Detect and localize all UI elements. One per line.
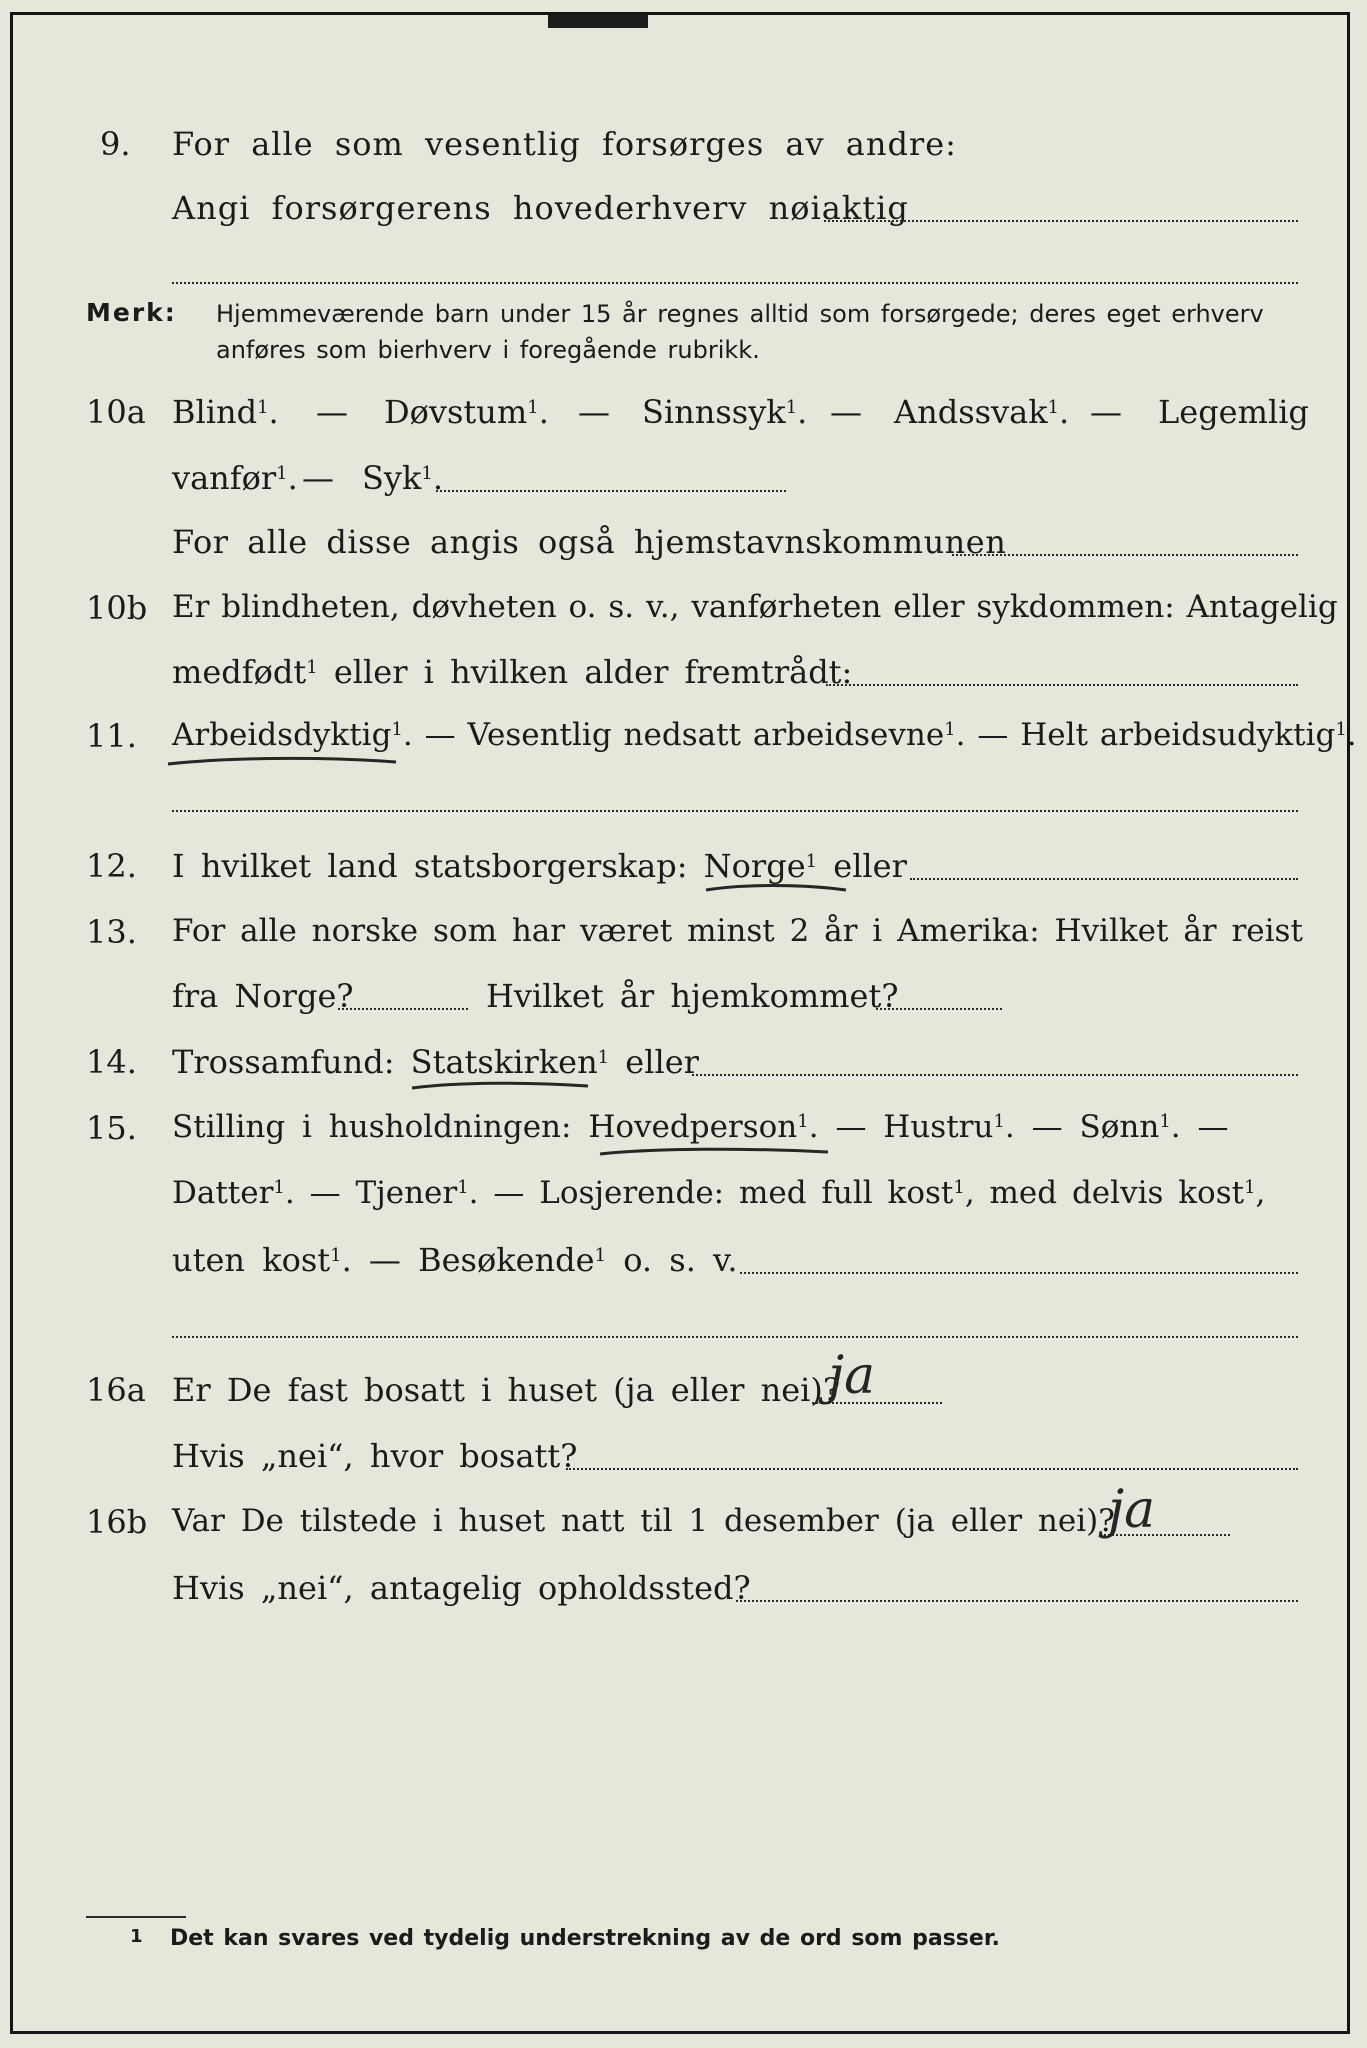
q16b-opholdssted-line bbox=[736, 1600, 1298, 1602]
q12-number: 12. bbox=[86, 847, 137, 885]
q9-answer-line bbox=[172, 282, 1298, 284]
q10a-sinnssyk: Sinnssyk$^1$. bbox=[642, 393, 808, 431]
q14-handwritten-underline bbox=[408, 1074, 594, 1096]
merk-line2: anføres som bierhverv i foregående rubrikk. bbox=[216, 336, 760, 364]
q12-norge: Norge bbox=[703, 847, 806, 885]
footnote-rule bbox=[86, 1916, 186, 1918]
q10b-alder-line bbox=[826, 684, 1298, 686]
merk-label: Merk: bbox=[86, 298, 177, 327]
q11-handwritten-underline bbox=[164, 750, 404, 772]
q10a-syk: Syk$^1$. bbox=[362, 459, 444, 497]
q13-line1: For alle norske som har været minst 2 år i Amerika: Hvilket år reist bbox=[172, 913, 1303, 949]
q10a-dash5: — bbox=[302, 459, 334, 497]
q11-number: 11. bbox=[86, 717, 137, 755]
q9-line2: Angi forsørgerens hovederhverv nøiaktig bbox=[172, 189, 909, 227]
q9-fill-line bbox=[824, 220, 1298, 222]
q10a-dovstum: Døvstum$^1$. bbox=[384, 393, 549, 431]
q14-line: Trossamfund: Statskirken$^1$ eller bbox=[172, 1043, 699, 1081]
q16b-line2: Hvis „nei“, antagelig opholdssted? bbox=[172, 1569, 751, 1607]
q9-number: 9. bbox=[100, 125, 131, 163]
q13-line2b: Hvilket år hjemkommet? bbox=[486, 977, 899, 1015]
q10a-legemlig: Legemlig bbox=[1158, 393, 1309, 431]
q16a-handwritten-answer: ja bbox=[828, 1346, 876, 1406]
q14-statskirken: Statskirken bbox=[410, 1043, 598, 1081]
q12-eller-line bbox=[910, 878, 1298, 880]
q14-eller-line bbox=[692, 1074, 1298, 1076]
q11-arbeidsdyktig: Arbeidsdyktig bbox=[172, 717, 392, 753]
q10a-line3: For alle disse angis også hjemstavnskommunen bbox=[172, 523, 1007, 561]
q10b-line1: Er blindheten, døvheten o. s. v., vanførheten eller sykdommen: Antagelig bbox=[172, 589, 1338, 625]
q9-line1: For alle som vesentlig forsørges av andre: bbox=[172, 125, 957, 163]
q11-answer-line bbox=[172, 810, 1298, 812]
q11-line1: Arbeidsdyktig$^1$. — Vesentlig nedsatt arbeidsevne$^1$. — Helt arbeidsudyktig$^1$. bbox=[172, 717, 1357, 753]
q10a-syk-line bbox=[436, 490, 786, 492]
footnote-mark: 1 bbox=[130, 1926, 143, 1947]
q16b-line1: Var De tilstede i huset natt til 1 desember (ja eller nei)? bbox=[172, 1503, 1115, 1539]
q10a-number: 10a bbox=[86, 393, 146, 431]
q15-line2: Datter$^1$. — Tjener$^1$. — Losjerende: med full kost$^1$, med delvis kost$^1$, bbox=[172, 1175, 1266, 1211]
q10b-line2: medfødt$^1$ eller i hvilken alder fremtrådt: bbox=[172, 653, 853, 691]
q15-line3: uten kost$^1$. — Besøkende$^1$ o. s. v. bbox=[172, 1241, 738, 1279]
q15-answer-line bbox=[172, 1336, 1298, 1338]
q10a-dash4: — bbox=[1090, 393, 1122, 431]
footnote-text: Det kan svares ved tydelig understrekning av de ord som passer. bbox=[170, 1926, 1000, 1951]
q14-number: 14. bbox=[86, 1043, 137, 1081]
q13-hjemkommet-line bbox=[876, 1008, 1002, 1010]
q16b-handwritten-answer: ja bbox=[1108, 1480, 1156, 1540]
q13-number: 13. bbox=[86, 913, 137, 951]
q10a-vanfor: vanfør$^1$. bbox=[172, 459, 298, 497]
binding-mark bbox=[548, 12, 648, 28]
q16a-bosatt-line bbox=[566, 1468, 1298, 1470]
q15-osv-line bbox=[740, 1272, 1298, 1274]
q12-handwritten-underline bbox=[702, 878, 852, 900]
q13-line2a: fra Norge? bbox=[172, 977, 354, 1015]
q13-reist-line bbox=[338, 1008, 468, 1010]
q10b-number: 10b bbox=[86, 589, 148, 627]
q12-line: I hvilket land statsborgerskap: Norge$^1$ eller bbox=[172, 847, 907, 885]
q10a-andssvak: Andssvak$^1$. bbox=[894, 393, 1070, 431]
merk-line1: Hjemmeværende barn under 15 år regnes alltid som forsørgede; deres eget erhverv bbox=[216, 300, 1264, 328]
q15-hovedperson: Hovedperson bbox=[588, 1109, 798, 1145]
q10a-dash3: — bbox=[830, 393, 862, 431]
q10a-blind: Blind$^1$. bbox=[172, 393, 279, 431]
q10a-dash2: — bbox=[578, 393, 610, 431]
q10a-dash1: — bbox=[316, 393, 348, 431]
q16a-number: 16a bbox=[86, 1371, 146, 1409]
q10a-hjemstavn-line bbox=[952, 554, 1298, 556]
q15-line1: Stilling i husholdningen: Hovedperson$^1$. — Hustru$^1$. — Sønn$^1$. — bbox=[172, 1109, 1229, 1145]
q15-handwritten-underline bbox=[596, 1140, 836, 1162]
q15-number: 15. bbox=[86, 1109, 137, 1147]
q16a-line2: Hvis „nei“, hvor bosatt? bbox=[172, 1437, 578, 1475]
q16a-line1: Er De fast bosatt i huset (ja eller nei)? bbox=[172, 1371, 841, 1409]
q16b-number: 16b bbox=[86, 1503, 148, 1541]
